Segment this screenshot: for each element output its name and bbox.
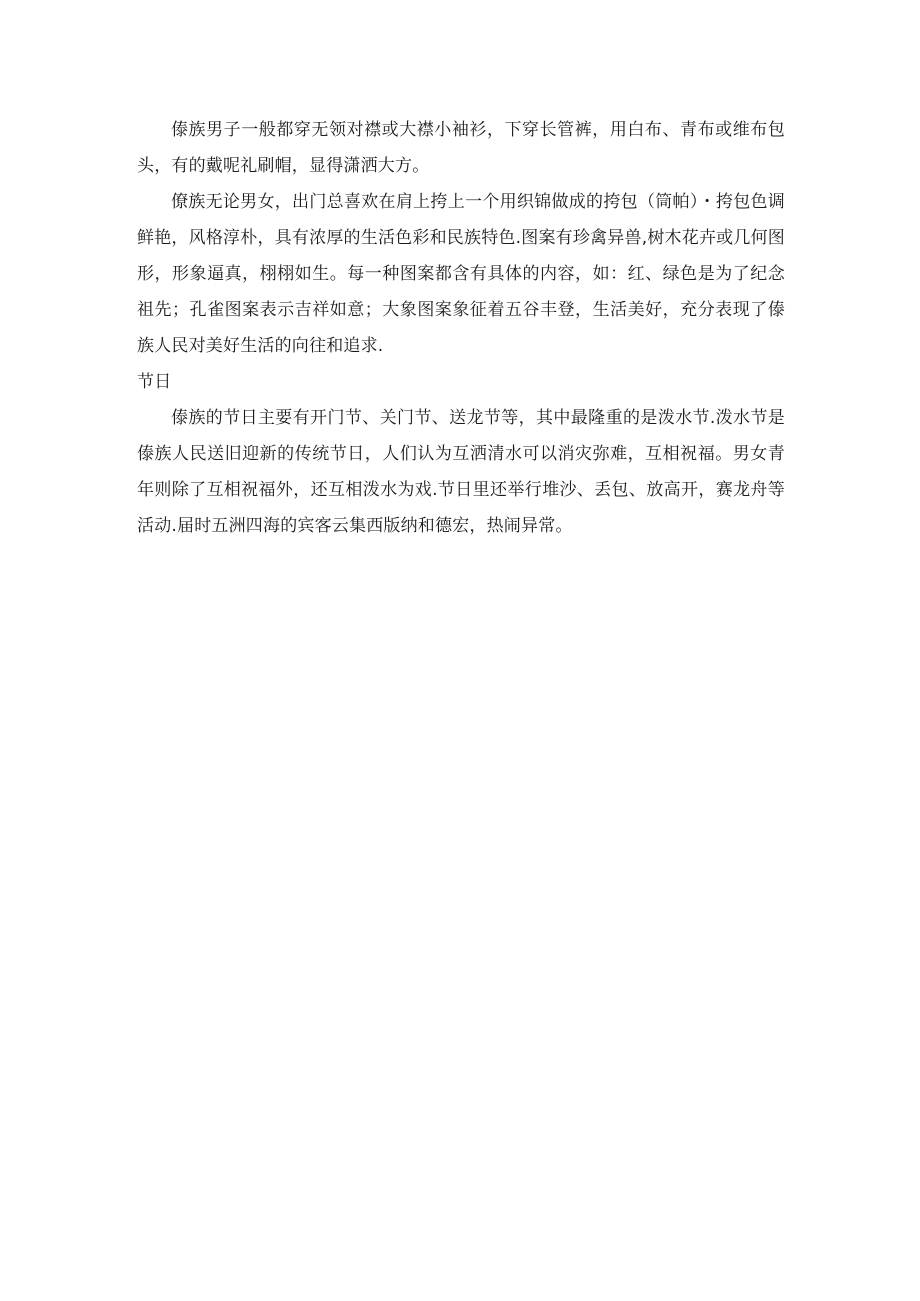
paragraph-male-clothing: 傣族男子一般都穿无领对襟或大襟小袖衫，下穿长管裤，用白布、青布或维布包头，有的戴呢礼刷帽，显得潇洒大方。 [137, 120, 785, 176]
paragraph-festivals: 傣族的节日主要有开门节、关门节、送龙节等，其中最隆重的是泼水节.泼水节是傣族人民送旧迎新的传统节日，人们认为互洒清水可以消灾弥难，互相祝福。男女青年则除了互相祝福外，还互相泼水为戏.节日里还举行堆沙、丢包、放高开，赛龙舟等活动.届时五洲四海的宾客云集西版纳和德宏，热闹异常。 [137, 408, 785, 536]
section-heading-festivals: 节日 [137, 372, 172, 392]
document-body [137, 112, 785, 544]
paragraph-shoulder-bag: 僚族无论男女，出门总喜欢在肩上挎上一个用织锦做成的挎包（筒帕）・挎包色调鲜艳，风格淳朴，具有浓厚的生活色彩和民族特色.图案有珍禽异兽,树木花卉或几何图形，形象逼真，栩栩如生。每一种图案都含有具体的内容，如：红、绿色是为了纪念祖先；孔雀图案表示吉祥如意；大象图案象征着五谷丰登，生活美好，充分表现了傣族人民对美好生活的向往和追求. [137, 192, 785, 356]
